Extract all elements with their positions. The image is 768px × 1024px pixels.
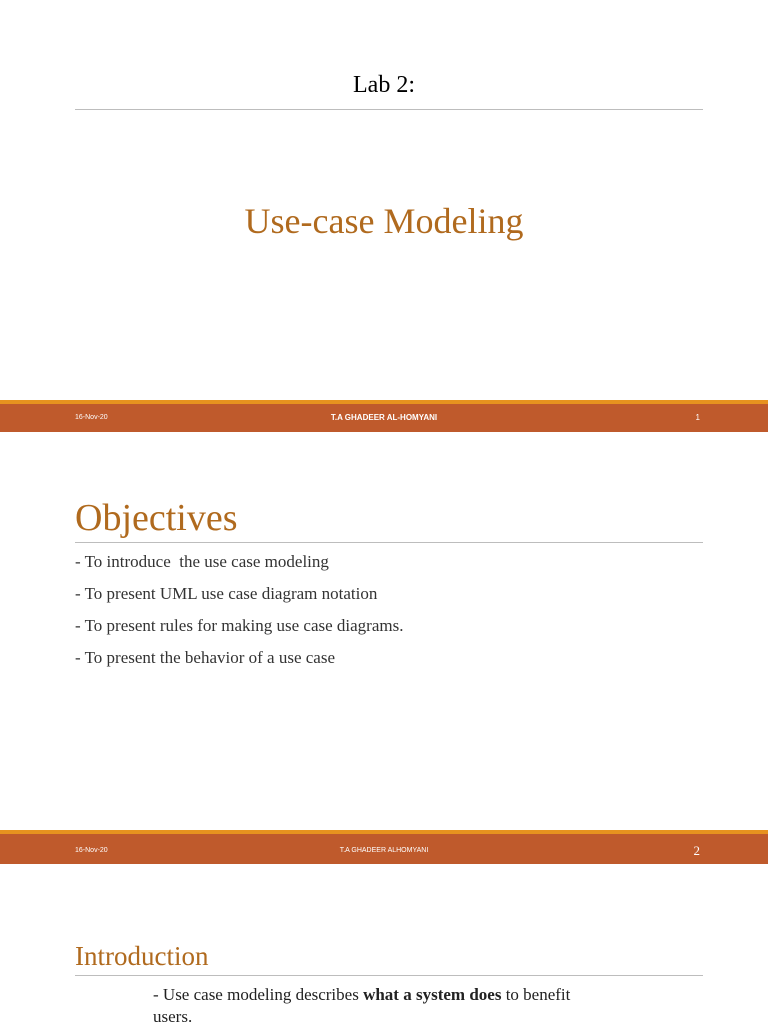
- slide1-subtitle: Use-case Modeling: [244, 201, 524, 241]
- slide2-title-divider: [75, 542, 703, 543]
- slide3-title-divider: [75, 975, 703, 976]
- slide3-title: Introduction: [75, 941, 209, 971]
- slide1-footer-date: 16-Nov-20: [75, 414, 108, 421]
- list-item: - To present rules for making use case diagrams.: [75, 616, 404, 635]
- intro-text-end: to benefit users.: [153, 985, 571, 1024]
- slide2-page-number: 2: [693, 843, 700, 858]
- objectives-list: [75, 548, 403, 676]
- slide2-footer-author: T.A GHADEER ALHOMYANI: [339, 847, 429, 854]
- slide1-page-number: 1: [695, 413, 700, 422]
- intro-text-bold: what a system does: [363, 985, 502, 1004]
- slide2-footer-date: 16-Nov-20: [75, 847, 108, 854]
- list-item: - To introduce the use case modeling: [75, 552, 329, 571]
- slide1-footer-bar: [0, 404, 768, 432]
- slide2-footer-bar: [0, 834, 768, 864]
- list-item: - To present UML use case diagram notation: [75, 584, 378, 603]
- slide2-title: Objectives: [75, 497, 238, 539]
- slide1-footer-author: T.A GHADEER AL-HOMYANI: [330, 413, 438, 422]
- intro-paragraph: [153, 984, 593, 1024]
- slide1-title-divider: [75, 109, 703, 110]
- slide1-title: Lab 2:: [353, 72, 415, 98]
- list-item: - To present the behavior of a use case: [75, 648, 336, 667]
- intro-text-start: - Use case modeling describes: [153, 985, 364, 1004]
